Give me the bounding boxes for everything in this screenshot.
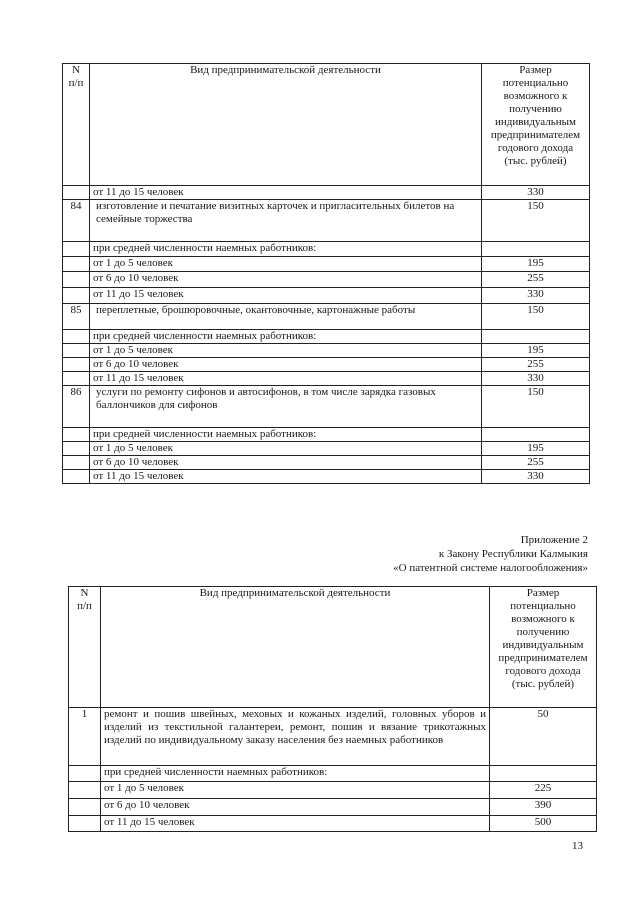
table-row: от 6 до 10 человек 255	[63, 272, 590, 288]
header-num: N п/п	[69, 587, 101, 708]
appendix-title: Приложение 2	[520, 534, 588, 546]
table-row: от 6 до 10 человек 255	[63, 456, 590, 470]
table-row: от 11 до 15 человек 330	[63, 288, 590, 304]
header-activity: Вид предпринимательской деятельности	[101, 587, 490, 708]
table-row: 86 услуги по ремонту сифонов и автосифонов, в том числе зарядка газовых баллончиков для сифонов 150	[63, 386, 590, 428]
header-income: Размер потенциально возможного к получению индивидуальным предпринимателем годового дохода (тыс. рублей)	[482, 64, 590, 186]
table-row: при средней численности наемных работников:	[63, 242, 590, 257]
table-header-row	[63, 64, 590, 186]
page-number: 13	[572, 840, 583, 852]
table-row: 84 изготовление и печатание визитных карточек и пригласительных билетов на семейные торжества 150	[63, 200, 590, 242]
table-row: от 11 до 15 человек 500	[69, 816, 597, 832]
table-row: от 1 до 5 человек 225	[69, 782, 597, 799]
table-row: от 11 до 15 человек 330	[63, 372, 590, 386]
table-row: 85 переплетные, брошюровочные, окантовочные, картонажные работы 150	[63, 304, 590, 330]
table-header-row	[69, 587, 597, 708]
appendix-caption	[393, 533, 588, 575]
header-activity: Вид предпринимательской деятельности	[90, 64, 482, 186]
table-row: от 6 до 10 человек 390	[69, 799, 597, 816]
table-row: от 6 до 10 человек 255	[63, 358, 590, 372]
table-row: от 1 до 5 человек 195	[63, 442, 590, 456]
table-row: 1 ремонт и пошив швейных, меховых и кожаных изделий, головных уборов и изделий из текстильной галантереи, ремонт, пошив и вязание трикотажных изделий по индивидуальному заказу населения без наемных работников 50	[69, 708, 597, 766]
table-row: при средней численности наемных работников:	[69, 766, 597, 782]
table-row: при средней численности наемных работников:	[63, 428, 590, 442]
table-row: от 1 до 5 человек 195	[63, 344, 590, 358]
activity-table-1	[62, 63, 590, 484]
appendix-law-name: «О патентной системе налогообложения»	[393, 562, 588, 574]
table-row: от 11 до 15 человек 330	[63, 186, 590, 200]
header-num: N п/п	[63, 64, 90, 186]
activity-table-2	[68, 586, 597, 832]
appendix-law: к Закону Республики Калмыкия	[438, 548, 588, 560]
table-row: от 1 до 5 человек 195	[63, 257, 590, 272]
header-income: Размер потенциально возможного к получению индивидуальным предпринимателем годового дохода (тыс. рублей)	[490, 587, 597, 708]
table-row: от 11 до 15 человек 330	[63, 470, 590, 484]
table-row: при средней численности наемных работников:	[63, 330, 590, 344]
